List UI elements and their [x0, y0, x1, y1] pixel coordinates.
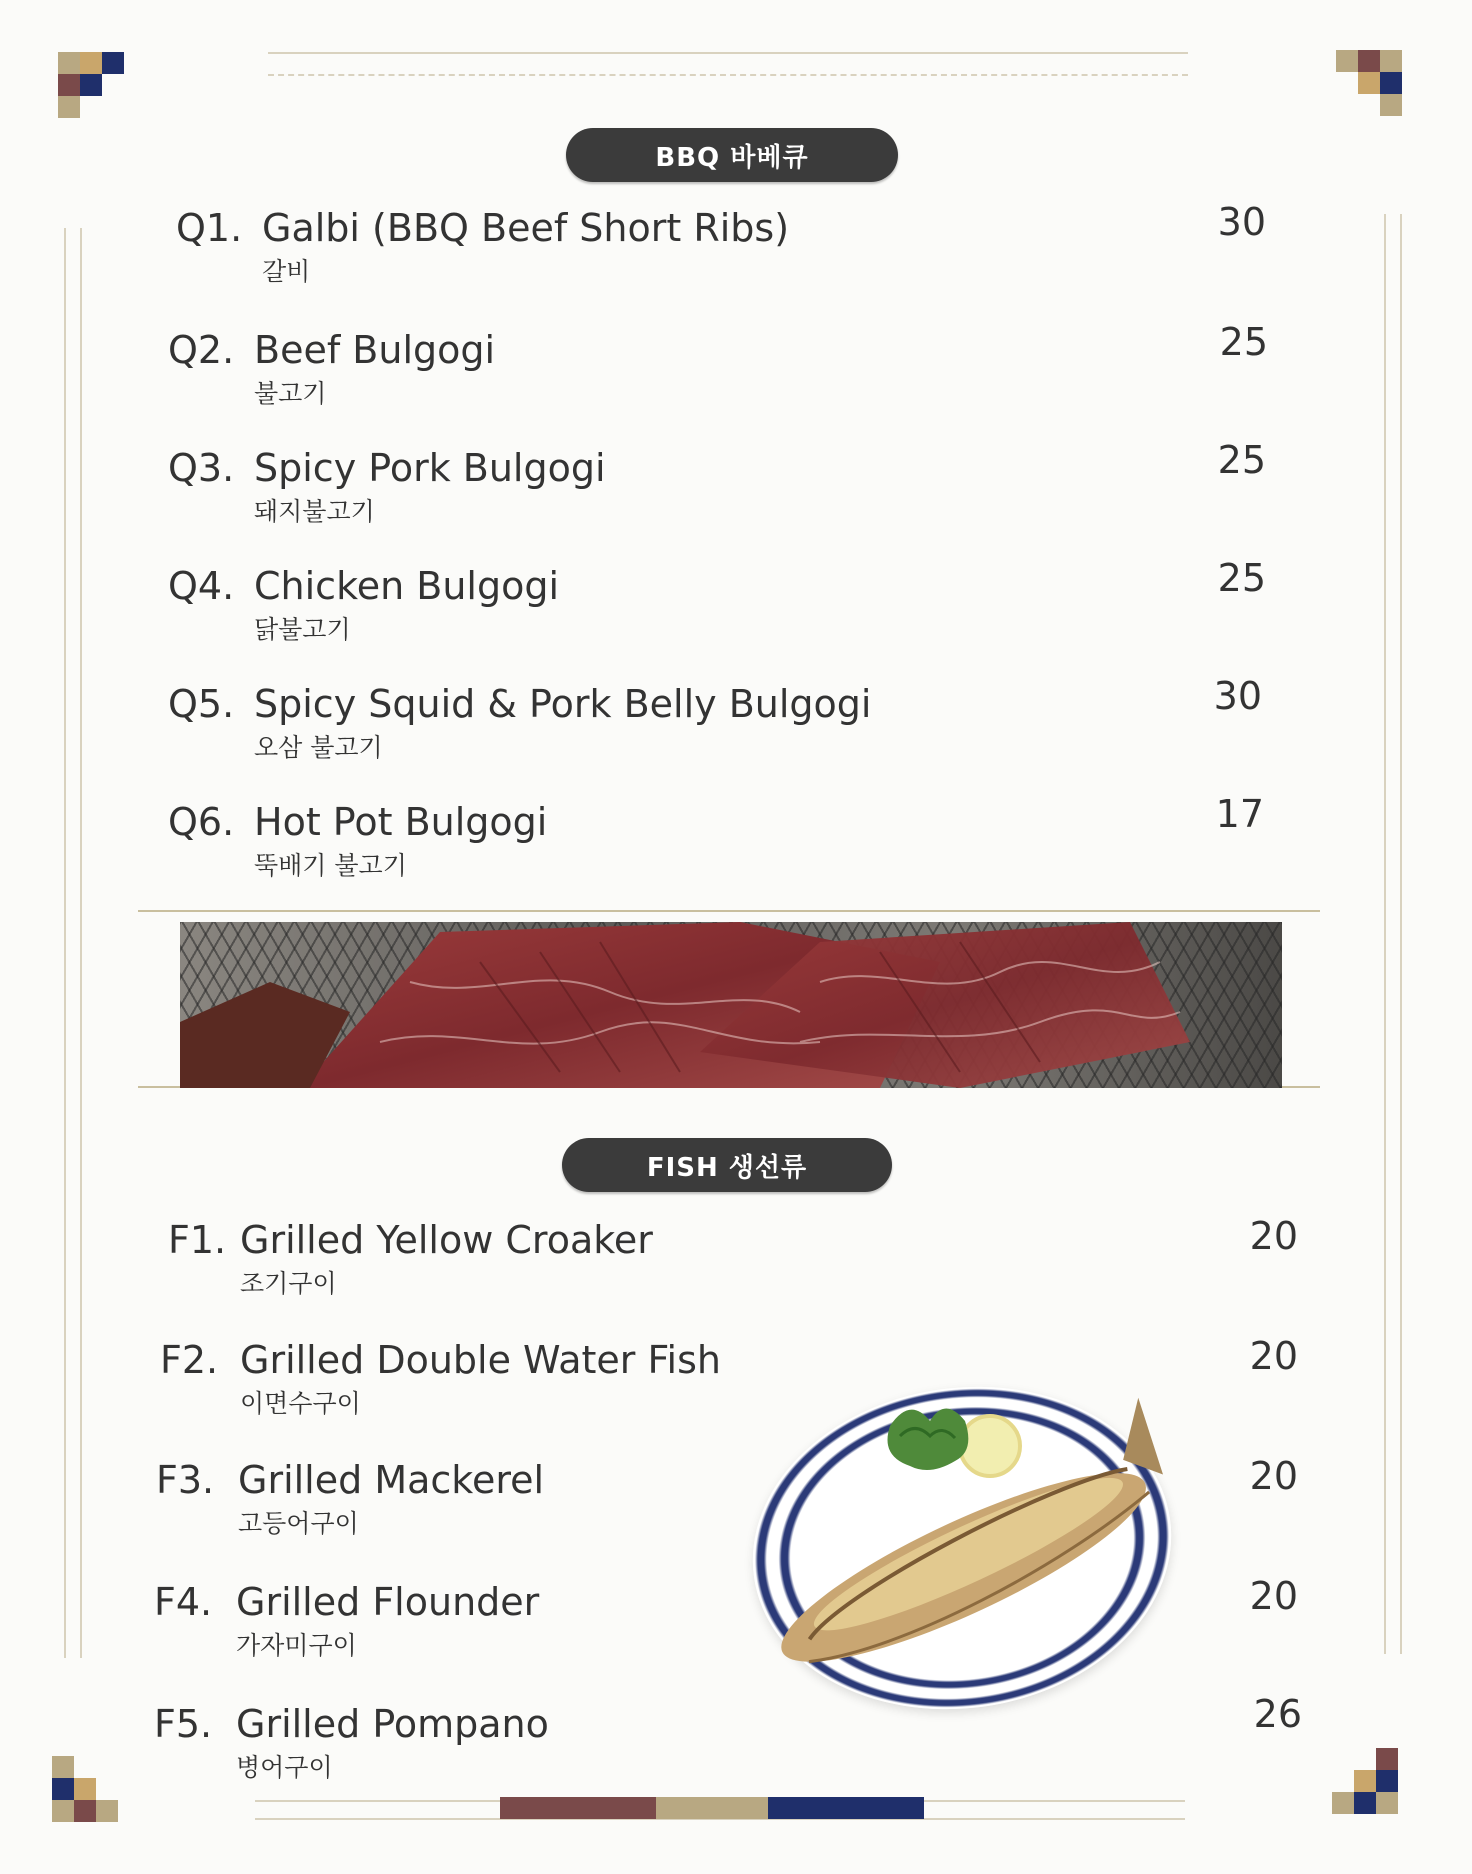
menu-item-f1 — [168, 1218, 653, 1300]
item-code: F5. — [154, 1702, 213, 1746]
item-korean: 불고기 — [254, 379, 327, 408]
item-price: 30 — [1213, 674, 1262, 718]
item-code: Q3. — [168, 446, 235, 490]
item-korean: 조기구이 — [240, 1269, 337, 1298]
corner-mosaic-top-left — [58, 52, 130, 124]
item-name: Spicy Squid & Pork Belly Bulgogi — [254, 682, 872, 726]
banner-rule-top — [138, 910, 1320, 912]
corner-mosaic-bottom-left — [52, 1756, 124, 1828]
top-rule-2 — [268, 74, 1188, 76]
menu-item-q6 — [168, 800, 547, 882]
item-code: F2. — [160, 1338, 219, 1382]
fish-section-header: FISH 생선류 — [562, 1138, 892, 1192]
item-korean: 병어구이 — [236, 1753, 333, 1782]
corner-mosaic-bottom-right — [1332, 1748, 1404, 1820]
menu-item-q4 — [168, 564, 559, 646]
item-price: 17 — [1215, 792, 1264, 836]
item-name: Grilled Flounder — [236, 1580, 540, 1624]
item-code: Q6. — [168, 800, 235, 844]
item-korean: 돼지불고기 — [254, 497, 375, 526]
item-name: Galbi (BBQ Beef Short Ribs) — [262, 206, 790, 250]
right-rule-1 — [1384, 214, 1386, 1654]
item-code: Q4. — [168, 564, 235, 608]
item-code: F1. — [168, 1218, 227, 1262]
item-name: Chicken Bulgogi — [254, 564, 560, 608]
meat-slices — [180, 922, 1282, 1088]
menu-item-q5 — [168, 682, 871, 764]
menu-item-f2 — [160, 1338, 721, 1420]
menu-item-f5 — [154, 1702, 549, 1784]
item-price: 25 — [1219, 320, 1268, 364]
item-korean: 고등어구이 — [238, 1509, 359, 1538]
item-code: Q5. — [168, 682, 235, 726]
item-korean: 오삼 불고기 — [254, 733, 383, 762]
item-price: 26 — [1253, 1692, 1302, 1736]
left-rule-1 — [64, 228, 66, 1658]
grilled-fish-illustration — [740, 1366, 1180, 1696]
item-price: 20 — [1249, 1334, 1298, 1378]
item-code: F3. — [156, 1458, 215, 1502]
menu-item-q2 — [168, 328, 495, 410]
item-price: 25 — [1217, 556, 1266, 600]
item-name: Hot Pot Bulgogi — [254, 800, 548, 844]
item-name: Grilled Mackerel — [238, 1458, 545, 1502]
menu-item-f3 — [156, 1458, 544, 1540]
item-name: Grilled Pompano — [236, 1702, 549, 1746]
left-rule-2 — [80, 228, 82, 1658]
right-rule-2 — [1400, 214, 1402, 1654]
grilled-meat-photo — [180, 922, 1282, 1088]
item-name: Grilled Double Water Fish — [240, 1338, 721, 1382]
menu-item-q1 — [176, 206, 789, 288]
item-korean: 뚝배기 불고기 — [254, 851, 407, 880]
item-price: 25 — [1217, 438, 1266, 482]
item-name: Spicy Pork Bulgogi — [254, 446, 606, 490]
item-price: 30 — [1217, 200, 1266, 244]
corner-mosaic-top-right — [1336, 50, 1408, 122]
bottom-color-bar — [500, 1797, 924, 1819]
item-price: 20 — [1249, 1454, 1298, 1498]
item-code: Q1. — [176, 206, 243, 250]
item-name: Beef Bulgogi — [254, 328, 496, 372]
top-rule-1 — [268, 52, 1188, 54]
item-korean: 이면수구이 — [240, 1389, 361, 1418]
bbq-section-header: BBQ 바베큐 — [566, 128, 898, 182]
item-price: 20 — [1249, 1574, 1298, 1618]
item-korean: 닭불고기 — [254, 615, 351, 644]
menu-item-q3 — [168, 446, 606, 528]
item-code: F4. — [154, 1580, 213, 1624]
menu-item-f4 — [154, 1580, 539, 1662]
item-korean: 가자미구이 — [236, 1631, 357, 1660]
item-price: 20 — [1249, 1214, 1298, 1258]
item-korean: 갈비 — [262, 257, 311, 286]
item-code: Q2. — [168, 328, 235, 372]
item-name: Grilled Yellow Croaker — [240, 1218, 653, 1262]
